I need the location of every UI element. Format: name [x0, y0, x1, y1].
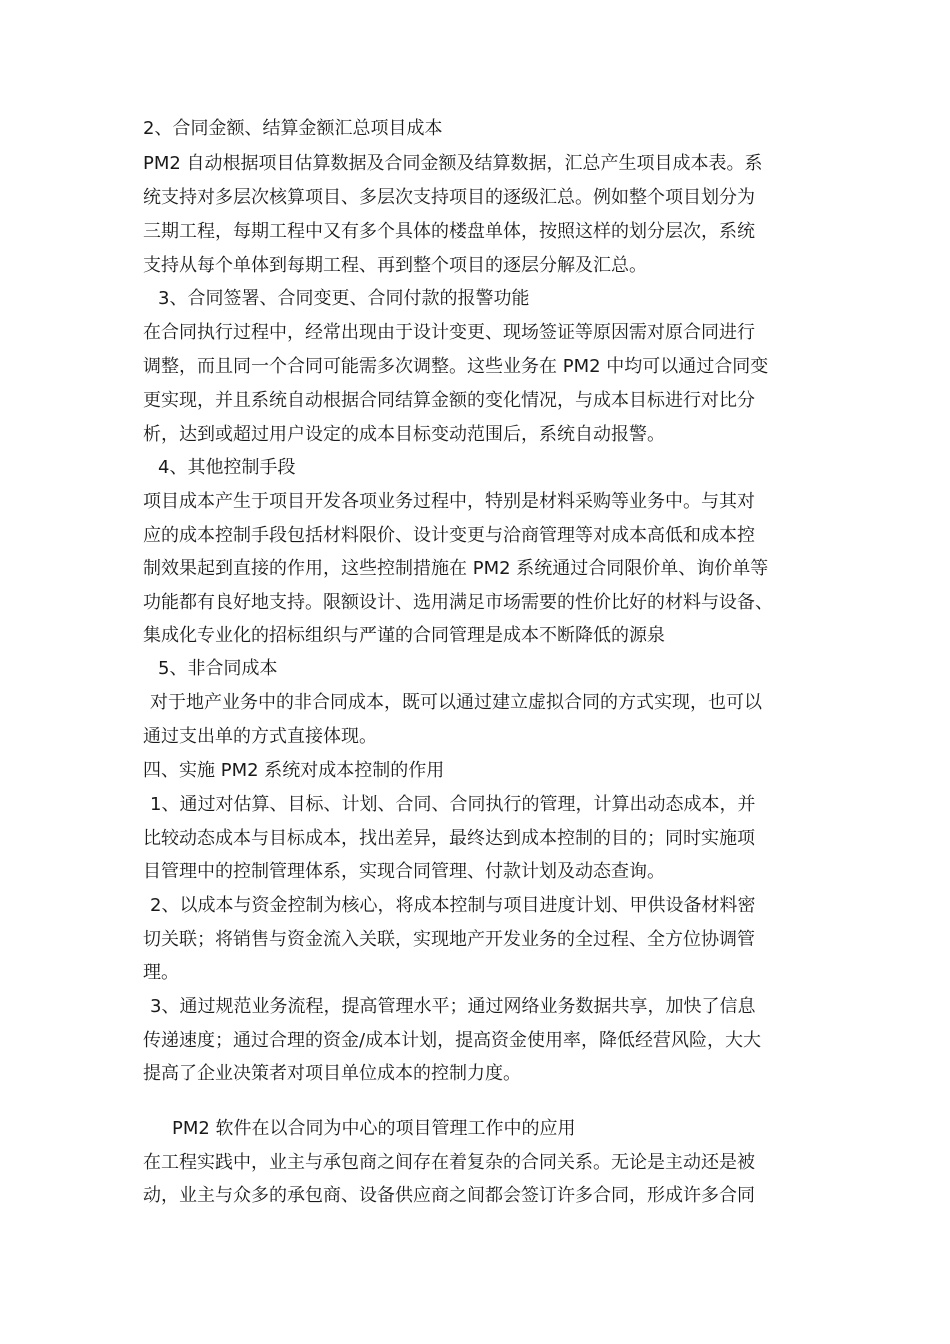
- section-title: PM2 软件在以合同为中心的项目管理工作中的应用: [172, 1118, 576, 1139]
- paragraph-line: 切关联；将销售与资金流入关联，实现地产开发业务的全过程、全方位协调管: [143, 929, 755, 950]
- paragraph-line: 通过支出单的方式直接体现。: [143, 726, 377, 747]
- paragraph-line: 理。: [143, 962, 179, 983]
- paragraph-line: 统支持对多层次核算项目、多层次支持项目的逐级汇总。例如整个项目划分为: [143, 187, 755, 208]
- paragraph-line: 项目成本产生于项目开发各项业务过程中，特别是材料采购等业务中。与其对: [143, 491, 755, 512]
- paragraph-line: 对于地产业务中的非合同成本，既可以通过建立虚拟合同的方式实现，也可以: [150, 692, 762, 713]
- section-heading-4: 四、实施 PM2 系统对成本控制的作用: [143, 760, 445, 781]
- paragraph-line: 析，达到或超过用户设定的成本目标变动范围后，系统自动报警。: [143, 424, 665, 445]
- paragraph-line: 应的成本控制手段包括材料限价、设计变更与洽商管理等对成本高低和成本控: [143, 525, 755, 546]
- subheading-4: 4、其他控制手段: [158, 457, 296, 478]
- paragraph-line: 功能都有良好地支持。限额设计、选用满足市场需要的性价比好的材料与设备、: [143, 592, 773, 613]
- subheading-3: 3、合同签署、合同变更、合同付款的报警功能: [158, 288, 530, 309]
- paragraph-line: 比较动态成本与目标成本，找出差异，最终达到成本控制的目的；同时实施项: [143, 828, 755, 849]
- paragraph-line: 支持从每个单体到每期工程、再到整个项目的逐层分解及汇总。: [143, 255, 647, 276]
- paragraph-line: 提高了企业决策者对项目单位成本的控制力度。: [143, 1063, 521, 1084]
- subheading-5: 5、非合同成本: [158, 658, 278, 679]
- paragraph-line: 更实现，并且系统自动根据合同结算金额的变化情况，与成本目标进行对比分: [143, 390, 755, 411]
- paragraph-line: 3、通过规范业务流程，提高管理水平；通过网络业务数据共享，加快了信息: [150, 996, 756, 1017]
- paragraph-line: 调整，而且同一个合同可能需多次调整。这些业务在 PM2 中均可以通过合同变: [143, 356, 769, 377]
- paragraph-line: 集成化专业化的招标组织与严谨的合同管理是成本不断降低的源泉: [143, 625, 665, 646]
- paragraph-line: 2、以成本与资金控制为核心，将成本控制与项目进度计划、甲供设备材料密: [150, 895, 756, 916]
- paragraph-line: 目管理中的控制管理体系，实现合同管理、付款计划及动态查询。: [143, 861, 665, 882]
- subheading-2: 2、合同金额、结算金额汇总项目成本: [143, 118, 443, 139]
- paragraph-line: PM2 自动根据项目估算数据及合同金额及结算数据，汇总产生项目成本表。系: [143, 153, 763, 174]
- paragraph-line: 在合同执行过程中，经常出现由于设计变更、现场签证等原因需对原合同进行: [143, 322, 755, 343]
- paragraph-line: 动，业主与众多的承包商、设备供应商之间都会签订许多合同，形成许多合同: [143, 1185, 755, 1206]
- paragraph-line: 传递速度；通过合理的资金/成本计划，提高资金使用率，降低经营风险，大大: [143, 1030, 762, 1051]
- paragraph-line: 在工程实践中，业主与承包商之间存在着复杂的合同关系。无论是主动还是被: [143, 1152, 755, 1173]
- paragraph-line: 1、通过对估算、目标、计划、合同、合同执行的管理，计算出动态成本，并: [150, 794, 756, 815]
- paragraph-line: 三期工程，每期工程中又有多个具体的楼盘单体，按照这样的划分层次，系统: [143, 221, 755, 242]
- paragraph-line: 制效果起到直接的作用，这些控制措施在 PM2 系统通过合同限价单、询价单等: [143, 558, 769, 579]
